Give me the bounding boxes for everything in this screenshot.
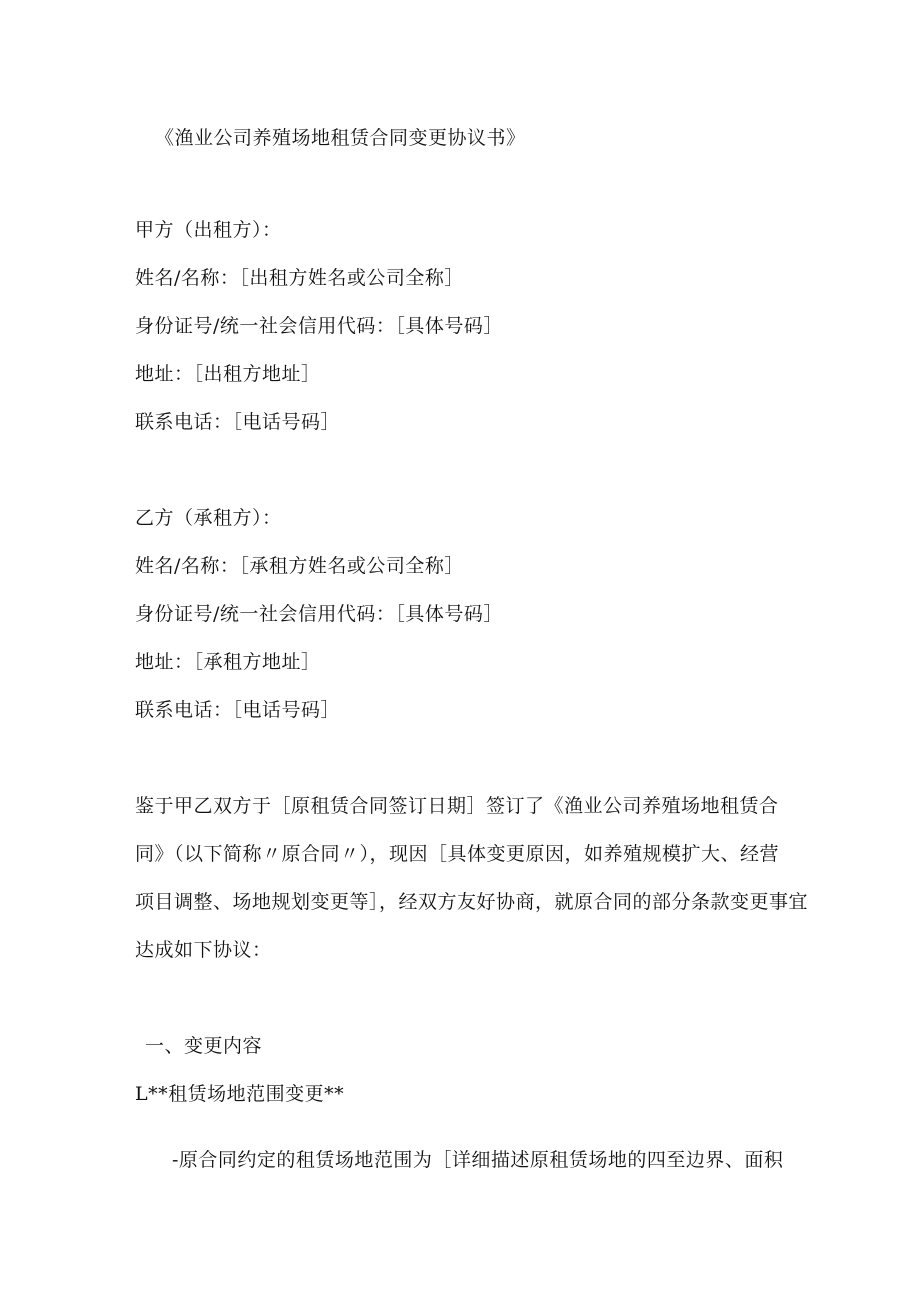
party-a-header: 甲方（出租方）： [135, 219, 282, 241]
clause-heading: L**租赁场地范围变更** [135, 1083, 345, 1105]
party-a-id: 身份证号/统一社会信用代码：［具体号码］ [135, 315, 503, 337]
document-title: 《渔业公司养殖场地租赁合同变更协议书》 [155, 127, 526, 149]
party-a-name: 姓名/名称：［出租方姓名或公司全称］ [135, 267, 464, 289]
party-b-phone: 联系电话：［电话号码］ [135, 699, 341, 721]
recital-line: 同》（以下简称〃原合同〃），现因［具体变更原因，如养殖规模扩大、经营 [135, 843, 780, 865]
party-a-address: 地址：［出租方地址］ [135, 363, 321, 385]
party-b-address: 地址：［承租方地址］ [135, 651, 321, 673]
recital-line: 达成如下协议： [135, 939, 272, 961]
party-b-header: 乙方（承租方）： [135, 507, 282, 529]
party-b-name: 姓名/名称：［承租方姓名或公司全称］ [135, 555, 464, 577]
recital-line: 鉴于甲乙双方于［原租赁合同签订日期］签订了《渔业公司养殖场地租赁合 [135, 795, 779, 817]
clause-text: -原合同约定的租赁场地范围为［详细描述原租赁场地的四至边界、面积 [172, 1149, 784, 1171]
party-a-phone: 联系电话：［电话号码］ [135, 411, 341, 433]
recital-line: 项目调整、场地规划变更等］，经双方友好协商，就原合同的部分条款变更事宜 [135, 891, 809, 913]
section-heading: 一、变更内容 [145, 1035, 263, 1057]
party-b-id: 身份证号/统一社会信用代码：［具体号码］ [135, 603, 503, 625]
